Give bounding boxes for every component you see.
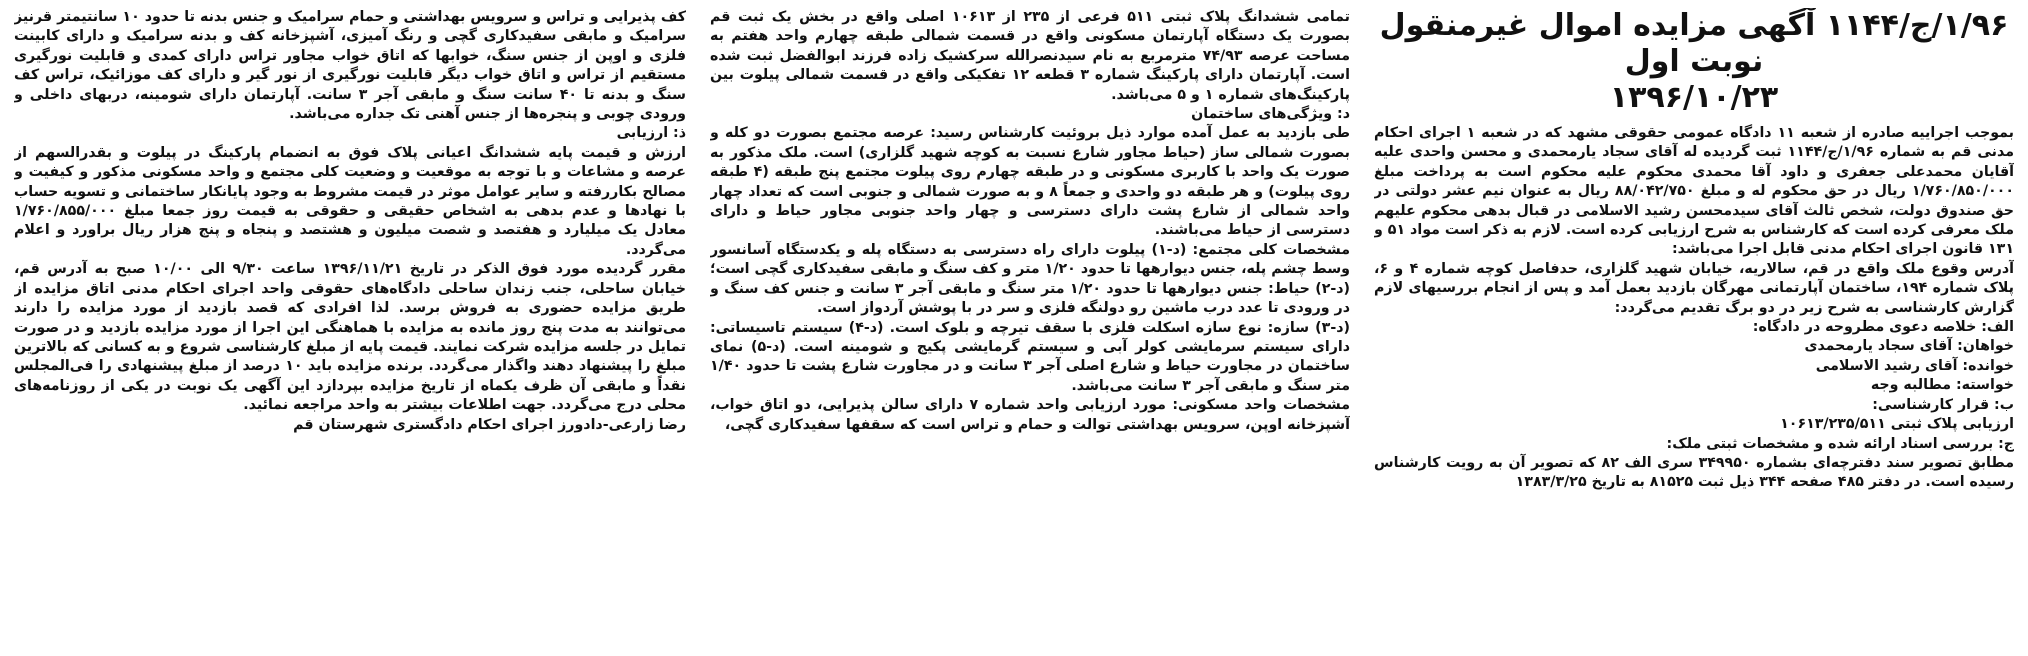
section-heading: د: ویژگی‌های ساختمان [1191, 106, 1350, 123]
paragraph: مشخصات واحد مسکونی: مورد ارزیابی واحد شماره ۷ دارای سالن پذیرایی، دو اتاق خواب، آشپزخانه اوپن، سرویس بهداشتی توالت و حمام و تراس است که سقفها سفیدکاری گچی، [710, 397, 1350, 433]
paragraph: مقرر گردیده مورد فوق الذکر در تاریخ ۱۳۹۶/۱۱/۲۱ ساعت ۹/۳۰ الی ۱۰/۰۰ صبح به آدرس قم، خیابان ساحلی، جنب زندان ساحلی دادگاه‌های حقوقی واحد اجرای احکام مدنی اتاق مزایده از طریق مزایده حضوری به فروش برسد. لذا افرادی که قصد بازدید از مورد مزایده را دارند می‌توانند به مدت پنج روز مانده به مزایده با هماهنگی این اجرا از مورد مزایده بازدید و در صورت تمایل در جلسه مزایده شرکت نمایند. قیمت پایه از مبلغ کارشناسی شروع و به کسانی که بالاترین مبلغ را پیشنهاد دهند واگذار می‌گردد. برنده مزایده باید ۱۰ درصد از مبلغ پیشنهادی را فی‌المجلس نقداً و مابقی آن ظرف یکماه از تاریخ مزایده بپردازد این آگهی یک نوبت در یکی از روزنامه‌های محلی درج می‌گردد. جهت اطلاعات بیشتر به واحد مراجعه نمائید. [14, 261, 686, 414]
paragraph: طی بازدید به عمل آمده موارد ذیل بروئیت کارشناس رسید: عرصه مجتمع بصورت دو کله و بصورت شمالی ساز (حیاط مجاور شارع نسبت به کوچه شهید گلزاری) است. ملک مذکور به صورت یک واحد با کاربری مسکونی و در طبقه چهارم روی پیلوت مجتمع پنج طبقه (۴ طبقه روی پیلوت) و هر طبقه دو واحدی و جمعاً ۸ و به صورت شمالی و جنوبی است که تعداد چهار واحد شمالی از شارع پشت دارای دسترسی و چهار واحد جنوبی مجاور حیاط و دارای دسترسی از حیاط می‌باشند. [710, 125, 1350, 239]
paragraph: مشخصات کلی مجتمع: (د-۱) پیلوت دارای راه دسترسی به دستگاه پله و یکدستگاه آسانسور وسط چشم پله، جنس دیوارهها تا حدود ۱/۲۰ متر و کف سنگ و مابقی سفیدکاری گچی است؛ (د-۲) حیاط: جنس دیوارهها تا حدود ۱/۲۰ متر سنگ و مابقی آجر ۳ سانت و جنس کف سنگ و در ورودی تا عدد درب ماشین رو دولنگه فلزی و سر در با پوشش آردواز است. [710, 241, 1350, 317]
paragraph: (د-۳) سازه: نوع سازه اسکلت فلزی با سقف تیرچه و بلوک است. (د-۴) سیستم تاسیساتی: دارای سیستم سرمایشی کولر آبی و سیستم گرمایشی پکیج و شومینه است. (د-۵) نمای ساختمان در مجاورت حیاط و شارع اصلی آجر ۳ سانت و در مجاورت شارع پشت تا حدود ۱/۴۰ متر سنگ و مابقی آجر ۳ سانت می‌باشد. [710, 319, 1350, 394]
column-left [14, 8, 686, 648]
column-middle [710, 8, 1350, 648]
paragraph: مطابق تصویر سند دفترچه‌ای بشماره ۳۴۹۹۵۰ سری الف ۸۲ که تصویر آن به رویت کارشناس رسیده است. در دفتر ۴۸۵ صفحه ۳۴۴ ذیل ثبت ۸۱۵۲۵ به تاریخ ۱۳۸۳/۳/۲۵ [1374, 454, 2014, 491]
section-heading: الف: خلاصه دعوی مطروحه در دادگاه: [1752, 319, 2014, 336]
signature-line: رضا زارعی-دادورز اجرای احکام دادگستری شهرستان قم [293, 416, 686, 433]
section-heading: ب: قرار کارشناسی: [1872, 396, 2014, 413]
paragraph: آدرس وقوع ملک واقع در قم، سالاریه، خیابان شهید گلزاری، حدفاصل کوچه شماره ۴ و ۶، پلاک شماره ۱۹۴، ساختمان آپارتمانی مهرگان بازدید بعمل آمد و پس از انجام بررسیهای لازم گزارش کارشناسی به شرح زیر در دو برگ تقدیم می‌گردد: [1374, 260, 2014, 316]
paragraph: تمامی ششدانگ پلاک ثبتی ۵۱۱ فرعی از ۲۳۵ از ۱۰۶۱۳ اصلی واقع در بخش یک ثبت قم بصورت یک دستگاه آپارتمان مسکونی واقع در قسمت شمالی طبقه چهارم واحد هفتم به مساحت عرصه ۷۴/۹۳ مترمربع به نام سیدنصرالله سرکشیک زاده فرزند ابوالفضل ثبت شده است. آپارتمان دارای پارکینگ شماره ۳ قطعه ۱۲ تفکیکی واقع در قسمت شمالی پیلوت بین پارکینگ‌های شماره ۱ و ۵ می‌باشد. [710, 9, 1350, 103]
notice-title-line1: ۱/۹۶/ج/۱۱۴۴ آگهی مزایده اموال غیرمنقول نوبت اول [1379, 8, 2009, 79]
section-heading: ذ: ارزیابی [616, 125, 686, 142]
defendant-line: خوانده: آقای رشید الاسلامی [1815, 357, 2014, 374]
claim-line: خواسته: مطالبه وجه [1870, 377, 2014, 394]
paragraph: بموجب اجراییه صادره از شعبه ۱۱ دادگاه عمومی حقوقی مشهد که در شعبه ۱ اجرای احکام مدنی قم به شماره ۱/۹۶/ج/۱۱۴۴ ثبت گردیده له آقای سجاد یارمحمدی و محسن واحدی علیه آقایان محمدعلی جعفری و داود آقا محمدی محکوم علیه محکوم است به پرداخت مبلغ ۱/۷۶۰/۸۵۰/۰۰۰ ریال در حق محکوم له و مبلغ ۸۸/۰۴۲/۷۵۰ ریال به عنوان نیم عشر دولتی در حق صندوق دولت، شخص ثالث آقای سیدمحسن رشید الاسلامی در قبال بدهی محکوم علیهم ملک معرفی کرده است که کارشناس به شرح ارزیابی کرده است. لازم به ذکر است مواد ۵۱ و ۱۳۱ قانون اجرای احکام مدنی قابل اجرا می‌باشد: [1374, 125, 2014, 258]
notice-title-date: ۱۳۹۶/۱۰/۲۳ [1609, 80, 1779, 115]
paragraph: کف پذیرایی و تراس و سرویس بهداشتی و حمام سرامیک و جنس بدنه تا حدود ۱۰ سانتیمتر قرنیز سرامیک و مابقی سفیدکاری گچی و رنگ آمیزی، آشپزخانه کف و بدنه سرامیک و دارای کابینت فلزی و اوپن از جنس سنگ، خوابها که اتاق خواب مجاور تراس دارای کمدی و قابلیت نورگیری مستقیم از تراس و اتاق خواب دیگر قابلیت نورگیری از نور گیر و دارای کف موزائیک، تراس کف سنگ و بدنه تا ۴۰ سانت سنگ و مابقی آجر ۳ سانت. آپارتمان دارای شومینه، دربهای داخلی و ورودی چوبی و پنجره‌ها از جنس آهنی تک جداره می‌باشد. [14, 9, 686, 123]
notice-title [1374, 8, 2014, 116]
plaintiff-line: خواهان: آقای سجاد یارمحمدی [1804, 338, 2014, 355]
column-right [1374, 8, 2014, 648]
paragraph: ارزیابی پلاک ثبتی ۱۰۶۱۳/۲۳۵/۵۱۱ [1780, 416, 2014, 433]
section-heading: ج: بررسی اسناد ارائه شده و مشخصات ثبتی ملک: [1666, 435, 2014, 452]
paragraph: ارزش و قیمت پایه ششدانگ اعیانی پلاک فوق به انضمام پارکینگ در پیلوت و بقدرالسهم از عرصه و مشاعات و با توجه به موقعیت و وضعیت کلی مجتمع و واحد مسکونی مذکور و کیفیت و مصالح بکاررفته و سایر عوامل موثر در قیمت مشروط به وجود پایانکار ساختمانی و تسویه حساب با نهادها و عدم بدهی به اشخاص حقیقی و حقوقی به قیمت روز جمعا مبلغ ۱/۷۶۰/۸۵۵/۰۰۰ معادل یک میلیارد و هفتصد و شصت میلیون و هشتصد و پنجاه و پنج هزار ریال براورد و اعلام می‌گردد. [14, 144, 686, 258]
